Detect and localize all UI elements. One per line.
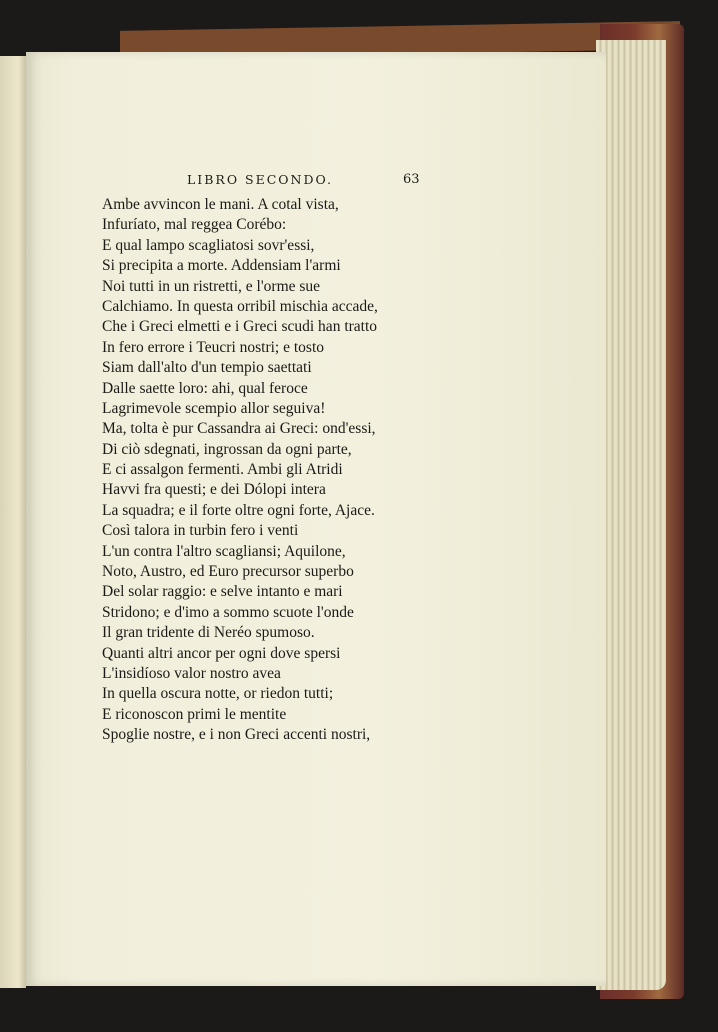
verse-line: Dalle saette loro: ahi, qual feroce	[102, 379, 308, 397]
verse-line: E riconoscon primi le mentite	[102, 705, 287, 723]
verse-line: Ambe avvincon le mani. A cotal vista,	[102, 196, 339, 213]
verse-line: Spoglie nostre, e i non Greci accenti nostri,	[102, 726, 371, 744]
page-number: 63	[403, 172, 420, 187]
verse-line: Havvi fra questi; e dei Dólopi intera	[102, 481, 326, 499]
verse-line: Del solar raggio: e selve intanto e mari	[102, 583, 343, 601]
verse-line: E qual lampo scagliatosi sovr'essi,	[102, 236, 315, 254]
verse-line: Di ciò sdegnati, ingrossan da ogni parte,	[102, 440, 352, 458]
verse-line: Lagrimevole scempio allor seguiva!	[102, 399, 326, 417]
verse-line: Calchiamo. In questa orribil mischia accade,	[102, 297, 378, 315]
verse-line: Si precipita a morte. Addensiam l'armi	[102, 257, 341, 275]
facing-page-edge	[0, 56, 26, 988]
verse-line: Siam dall'alto d'un tempio saettati	[102, 359, 312, 377]
verse-text	[102, 195, 378, 746]
verse-line: Il gran tridente di Neréo spumoso.	[102, 624, 315, 642]
verse-line: Ma, tolta è pur Cassandra ai Greci: ond'essi,	[102, 420, 376, 438]
verse-line: In fero errore i Teucri nostri; e tosto	[102, 338, 325, 356]
verse-line: Noi tutti in un ristretti, e l'orme sue	[102, 277, 321, 295]
running-head: LIBRO SECONDO.	[187, 172, 334, 187]
verse-line: La squadra; e il forte oltre ogni forte, Ajace.	[102, 501, 375, 519]
verse-line: Stridono; e d'imo a sommo scuote l'onde	[102, 603, 354, 621]
verse-line: L'un contra l'altro scagliansi; Aquilone,	[102, 542, 346, 560]
verse-line: Che i Greci elmetti e i Greci scudi han tratto	[102, 318, 378, 336]
verse-line: Così talora in turbin fero i venti	[102, 522, 299, 540]
verse-line: In quella oscura notte, or riedon tutti;	[102, 685, 334, 703]
verse-line: Noto, Austro, ed Euro precursor superbo	[102, 563, 354, 581]
page-edges	[596, 40, 666, 990]
verse-line: L'insidíoso valor nostro avea	[102, 664, 281, 682]
verse-line: Infuríato, mal reggea Corébo:	[102, 216, 287, 234]
verse-line: Quanti altri ancor per ogni dove spersi	[102, 644, 341, 662]
verse-line: E ci assalgon fermenti. Ambi gli Atridi	[102, 461, 343, 479]
